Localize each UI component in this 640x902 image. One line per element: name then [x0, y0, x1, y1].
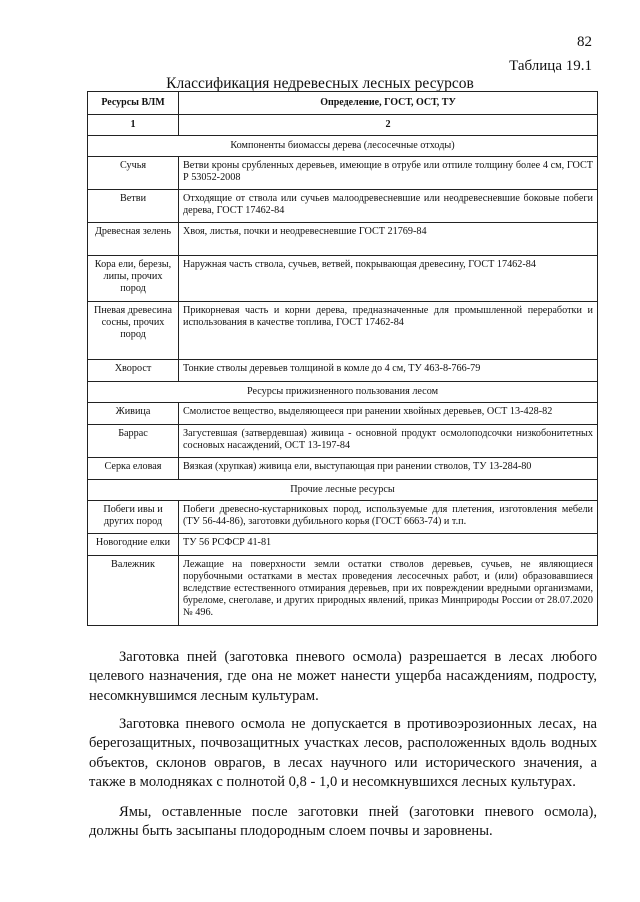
- table-row: [88, 500, 598, 533]
- table-header-row: [88, 92, 598, 115]
- resource-definition: Наружная часть ствола, сучьев, ветвей, покрывающая древесину, ГОСТ 17462-84: [179, 255, 598, 301]
- resource-definition: Ветви кроны срубленных деревьев, имеющие в отрубе или отпиле толщину более 4 см, ГОСТ Р 53052-2008: [179, 156, 598, 189]
- table-row: [88, 533, 598, 555]
- resource-definition: Лежащие на поверхности земли остатки стволов деревьев, сучьев, не являющиеся порубочными остатками в местах проведения лесосечных работ, и (или) образовавшиеся вследствие естественного отмирания деревьев, при их повреждении вредными организмами, буреломе, снеголаве, и других природных явлений, приказ Минприроды России от 28.07.2020 № 496.: [179, 555, 598, 625]
- section-title: Прочие лесные ресурсы: [88, 479, 598, 500]
- table-row: [88, 402, 598, 424]
- resource-definition: Прикорневая часть и корни дерева, предназначенные для промышленной переработки и использования в качестве топлива, ГОСТ 17462-84: [179, 301, 598, 359]
- section-title: Ресурсы прижизненного пользования лесом: [88, 381, 598, 402]
- table-row: [88, 222, 598, 255]
- column-header-resources: Ресурсы ВЛМ: [88, 92, 179, 115]
- resource-definition: Тонкие стволы деревьев толщиной в комле до 4 см, ТУ 463-8-766-79: [179, 359, 598, 381]
- table-row: [88, 555, 598, 625]
- resource-name: Баррас: [88, 424, 179, 457]
- table-title: Классификация недревесных лесных ресурсов: [166, 75, 474, 92]
- table-row: [88, 424, 598, 457]
- paragraph-pit-filling: Ямы, оставленные после заготовки пней (заготовки пневого осмола), должны быть засыпаны плодородным слоем почвы и заровнены.: [89, 804, 597, 840]
- table-row: [88, 189, 598, 222]
- table-row: [88, 301, 598, 359]
- table-row: [88, 255, 598, 301]
- resource-name: Новогодние елки: [88, 533, 179, 555]
- table-label: Таблица 19.1: [509, 58, 592, 74]
- resource-name: Ветви: [88, 189, 179, 222]
- resource-definition: Побеги древесно-кустарниковых пород, используемые для плетения, изготовления мебели (ТУ 56-44-86), заготовки дубильного корья (ГОСТ 6663-74) и т.п.: [179, 500, 598, 533]
- table-row: [88, 359, 598, 381]
- resource-definition: Смолистое вещество, выделяющееся при ранении хвойных деревьев, ОСТ 13-428-82: [179, 402, 598, 424]
- resources-table: [87, 91, 598, 626]
- resource-name: Побеги ивы и других пород: [88, 500, 179, 533]
- section-header-row: [88, 135, 598, 156]
- resource-name: Древесная зелень: [88, 222, 179, 255]
- resource-name: Серка еловая: [88, 457, 179, 479]
- resource-name: Кора ели, березы, липы, прочих пород: [88, 255, 179, 301]
- resource-definition: Хвоя, листья, почки и неодревесневшие ГОСТ 21769-84: [179, 222, 598, 255]
- resource-definition: Отходящие от ствола или сучьев малоодревесневшие или неодревесневшие боковые побеги дерева, ГОСТ 17462-84: [179, 189, 598, 222]
- table-row: [88, 457, 598, 479]
- column-number: 2: [179, 114, 598, 135]
- column-header-definition: Определение, ГОСТ, ОСТ, ТУ: [179, 92, 598, 115]
- table-row: [88, 156, 598, 189]
- page-number: 82: [577, 34, 592, 50]
- resource-definition: ТУ 56 РСФСР 41-81: [179, 533, 598, 555]
- resource-name: Сучья: [88, 156, 179, 189]
- paragraph-restrictions: Заготовка пневого осмола не допускается в противоэрозионных лесах, на берегозащитных, почвозащитных участках лесов, расположенных вдоль водных объектов, склонов оврагов, в лесах научного или исторического значения, а также в молодняках с полнотой 0,8 - 1,0 и несомкнувшихся лесных культурах.: [89, 716, 597, 791]
- paragraph-stump-harvesting: Заготовка пней (заготовка пневого осмола) разрешается в лесах любого целевого назначения, где она не может нанести ущерба насаждениям, подросту, несомкнувшимся лесным культурам.: [89, 649, 597, 704]
- column-number: 1: [88, 114, 179, 135]
- section-title: Компоненты биомассы дерева (лесосечные отходы): [88, 135, 598, 156]
- section-header-row: [88, 381, 598, 402]
- resource-name: Пневая древесина сосны, прочих пород: [88, 301, 179, 359]
- resource-name: Живица: [88, 402, 179, 424]
- resource-name: Валежник: [88, 555, 179, 625]
- resource-definition: Вязкая (хрупкая) живица ели, выступающая при ранении стволов, ТУ 13-284-80: [179, 457, 598, 479]
- column-number-row: [88, 114, 598, 135]
- section-header-row: [88, 479, 598, 500]
- resource-name: Хворост: [88, 359, 179, 381]
- resource-definition: Загустевшая (затвердевшая) живица - основной продукт осмолоподсочки низкобонитетных сосновых насаждений, ОСТ 13-197-84: [179, 424, 598, 457]
